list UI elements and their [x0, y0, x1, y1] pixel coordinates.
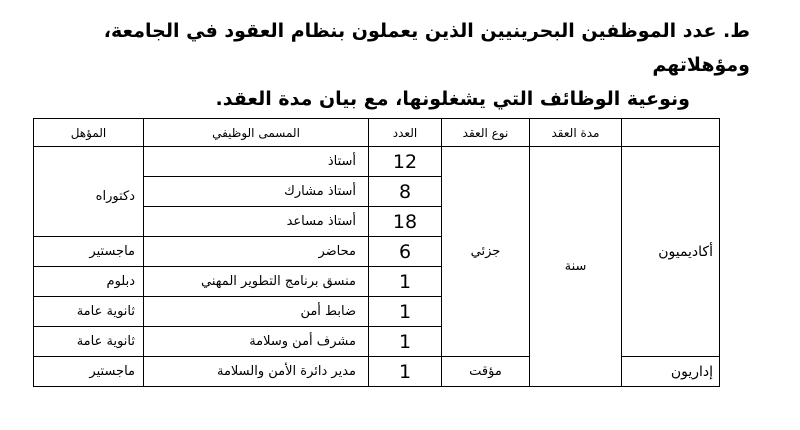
qualification-masters: ماجستير	[34, 237, 144, 267]
job-title-cell: محاضر	[144, 237, 369, 267]
header-duration: مدة العقد	[530, 119, 622, 147]
header-qualification: المؤهل	[34, 119, 144, 147]
header-category	[622, 119, 720, 147]
job-title-cell: مشرف أمن وسلامة	[144, 327, 369, 357]
job-title-cell: أستاذ مساعد	[144, 207, 369, 237]
category-administrators: إداريون	[622, 357, 720, 387]
table-row	[34, 147, 720, 177]
header-job-title: المسمى الوظيفي	[144, 119, 369, 147]
contract-type-temporary: مؤقت	[442, 357, 530, 387]
job-title-cell: مدير دائرة الأمن والسلامة	[144, 357, 369, 387]
job-title-cell: أستاذ مشارك	[144, 177, 369, 207]
count-cell: 6	[369, 237, 442, 267]
count-cell: 1	[369, 327, 442, 357]
header-contract-type: نوع العقد	[442, 119, 530, 147]
qualification-secondary: ثانوية عامة	[34, 297, 144, 327]
count-cell: 1	[369, 267, 442, 297]
category-academics: أكاديميون	[622, 147, 720, 357]
job-title-cell: ضابط أمن	[144, 297, 369, 327]
heading-line-1: ط. عدد الموظفين البحرينيين الذين يعملون بنظام العقود في الجامعة، ومؤهلاتهم	[103, 20, 750, 76]
heading-line-2: ونوعية الوظائف التي يشغلونها، مع بيان مدة العقد.	[215, 88, 690, 110]
qualification-doctorate: دكتوراه	[34, 147, 144, 237]
qualification-masters: ماجستير	[34, 357, 144, 387]
count-cell: 1	[369, 297, 442, 327]
count-cell: 18	[369, 207, 442, 237]
count-cell: 1	[369, 357, 442, 387]
table-header-row	[34, 119, 720, 147]
job-title-cell: منسق برنامج التطوير المهني	[144, 267, 369, 297]
qualification-secondary: ثانوية عامة	[34, 327, 144, 357]
count-cell: 8	[369, 177, 442, 207]
duration-cell: سنة	[530, 147, 622, 387]
contract-employees-table	[33, 118, 720, 387]
qualification-diploma: دبلوم	[34, 267, 144, 297]
header-count: العدد	[369, 119, 442, 147]
contract-type-partial: جزئي	[442, 147, 530, 357]
count-cell: 12	[369, 147, 442, 177]
job-title-cell: أستاذ	[144, 147, 369, 177]
document-heading	[30, 14, 750, 116]
